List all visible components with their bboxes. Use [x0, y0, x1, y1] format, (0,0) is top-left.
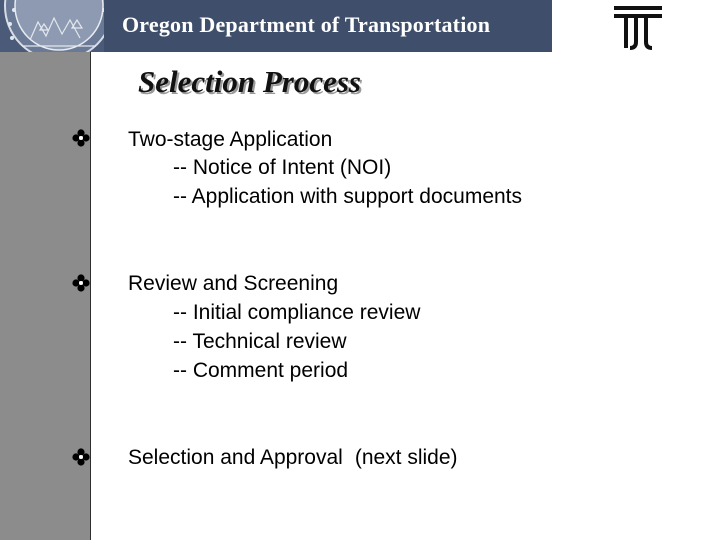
agency-name: Oregon Department of Transportation — [122, 12, 491, 37]
bullet-heading — [128, 446, 458, 470]
sub-item: -- Technical review — [173, 330, 347, 353]
odot-logo-icon — [612, 4, 664, 50]
bullet-heading-text: Selection and Approval — [128, 446, 343, 469]
sub-item: -- Application with support documents — [173, 185, 523, 208]
sub-item: -- Initial compliance review — [173, 301, 421, 324]
bullet-heading: Review and Screening — [128, 272, 339, 295]
sub-item: -- Notice of Intent (NOI) — [173, 156, 392, 179]
sub-item: -- Comment period — [173, 359, 349, 382]
diamond-bullet-icon — [71, 273, 91, 293]
bullet-note: (next slide) — [354, 446, 458, 469]
diamond-bullet-icon — [71, 447, 91, 467]
diamond-bullet-icon — [71, 128, 91, 148]
oregon-state-seal-icon — [0, 0, 118, 52]
slide-title: Selection Process — [138, 64, 361, 99]
bullet-heading: Two-stage Application — [128, 128, 333, 151]
